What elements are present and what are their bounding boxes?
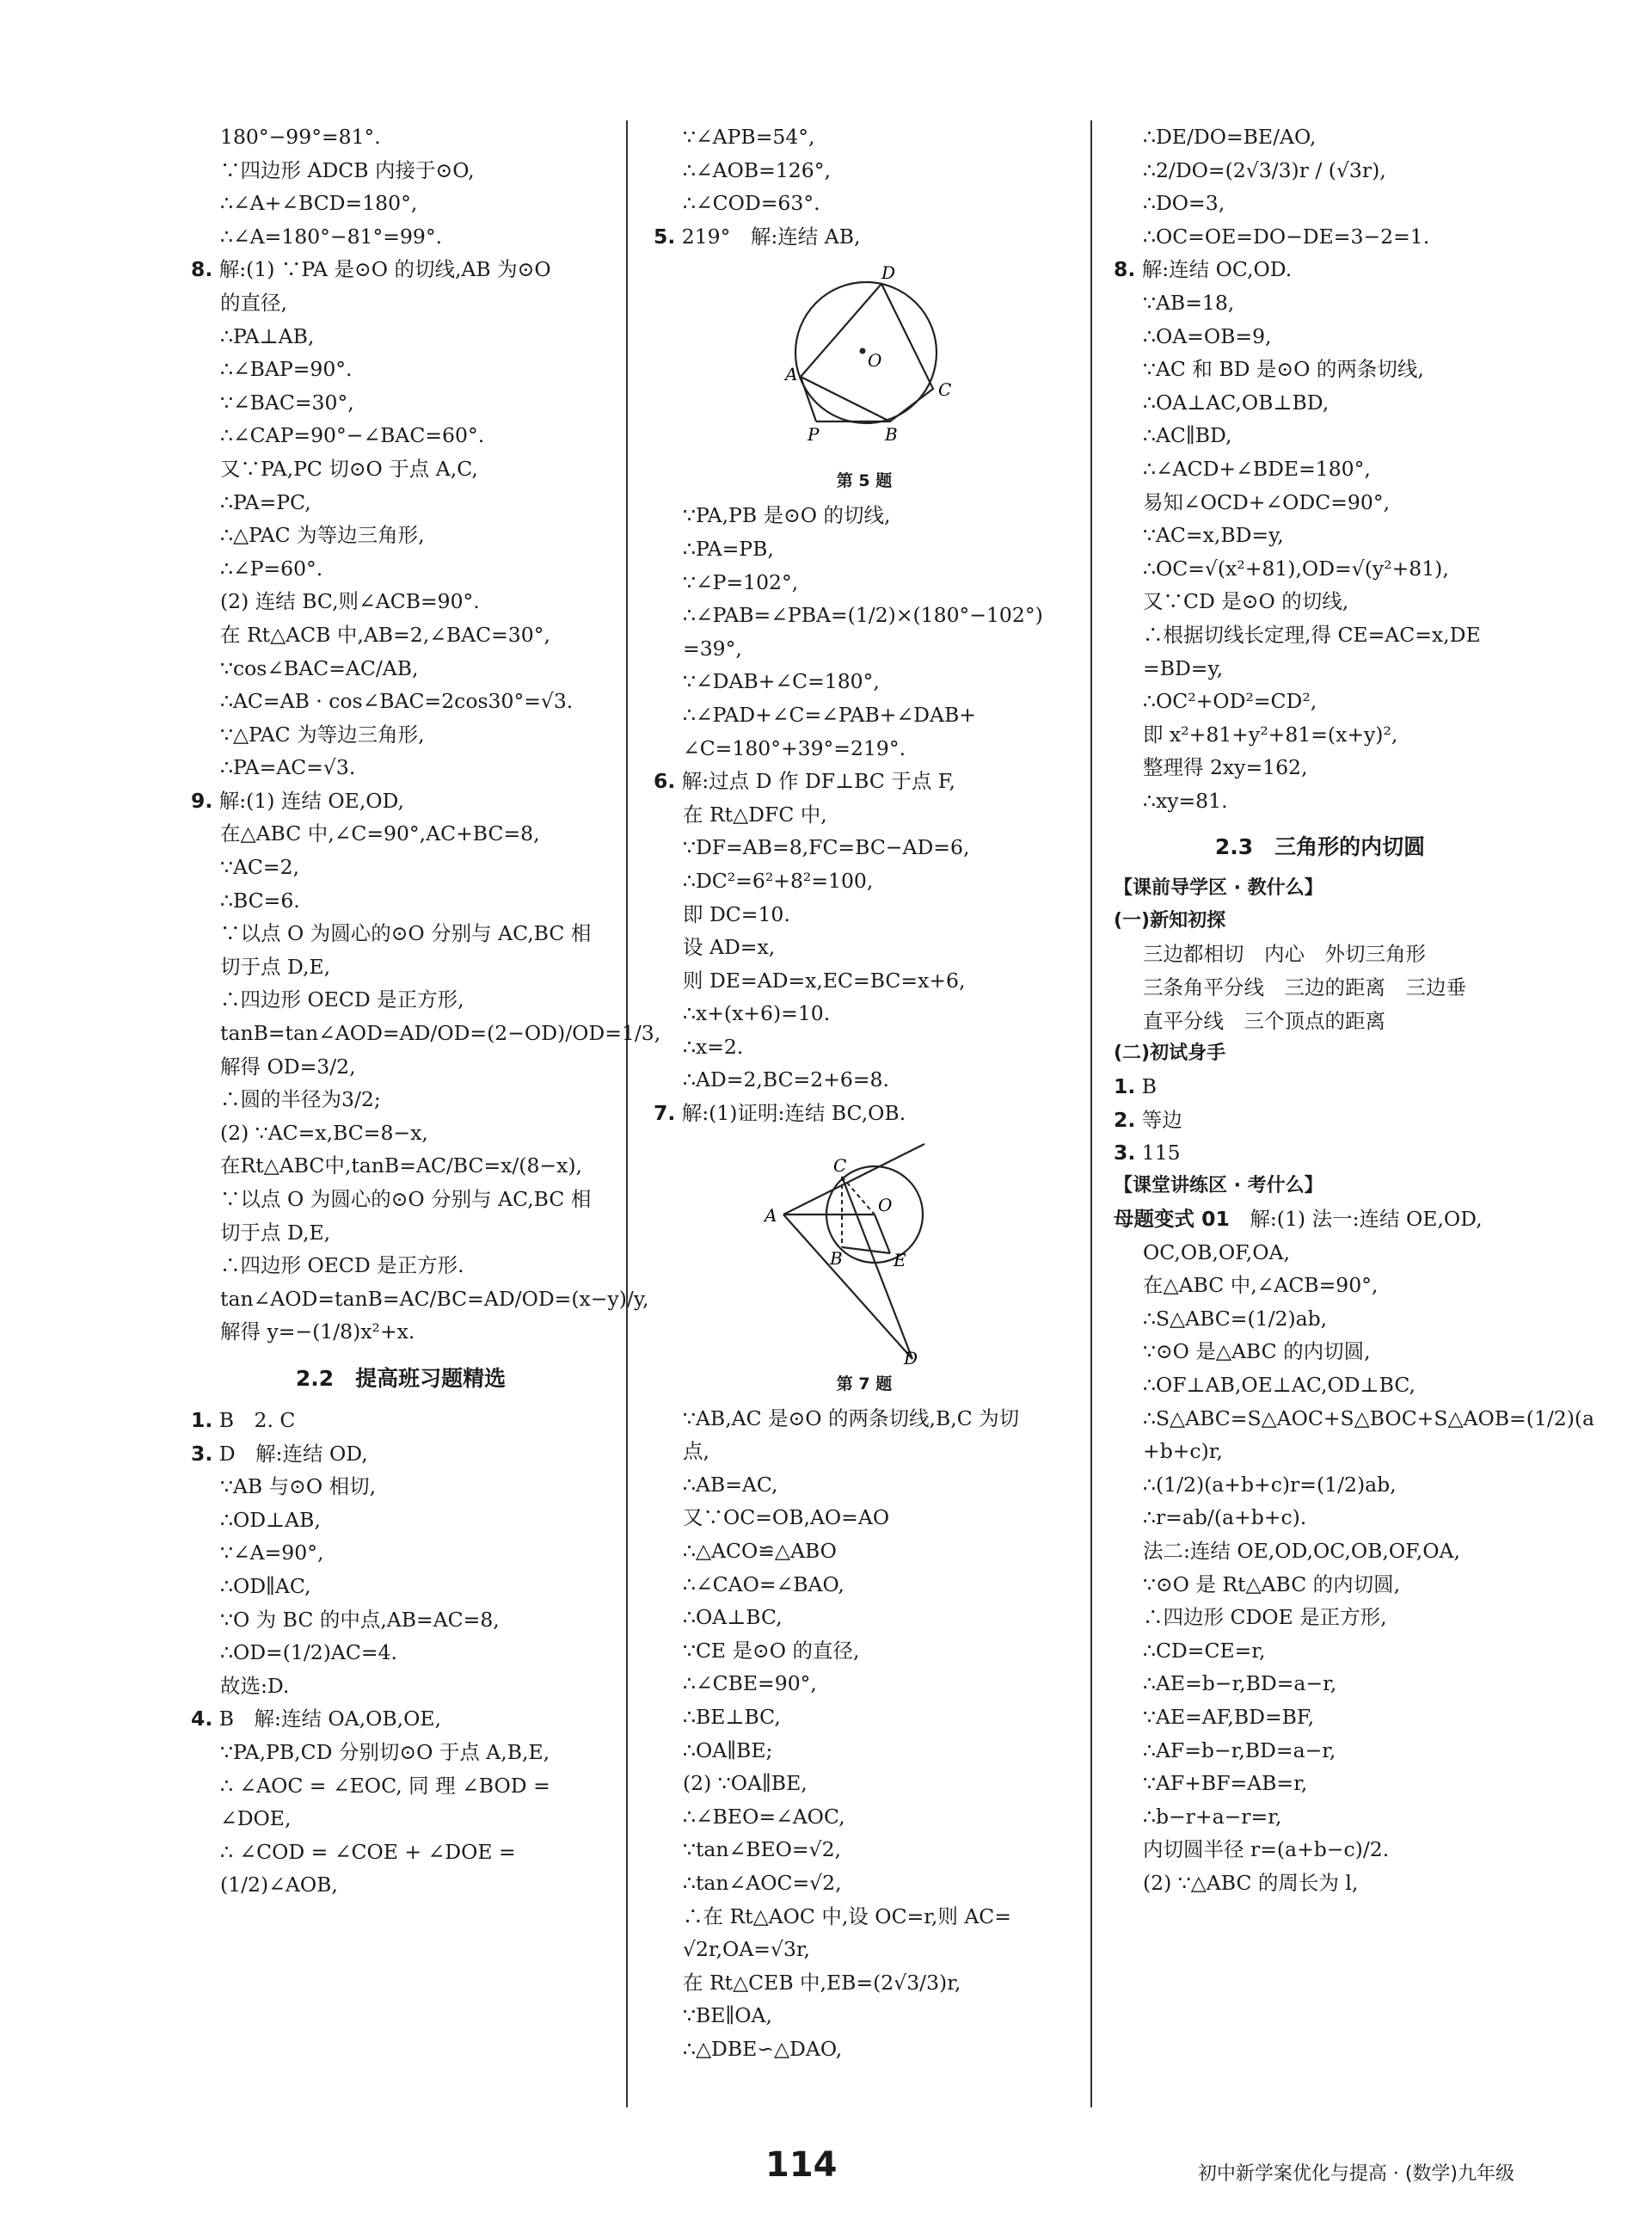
fig7-label-A: A: [765, 1204, 777, 1226]
problem-number: 8.: [191, 257, 213, 282]
text-line: ∵AC=2,: [220, 855, 300, 880]
text-line: ∴DE/DO=BE/AO,: [1143, 125, 1317, 149]
col2c-lines: [654, 1402, 1075, 2066]
header-preview-area: 【课前导学区 · 教什么】: [1114, 877, 1323, 900]
text-line: ∵∠DAB+∠C=180°,: [683, 669, 880, 694]
text-line: 在Rt△ABC中,tanB=AC/BC=x/(8−x),: [220, 1153, 583, 1178]
text-line: ∵AB,AC 是⊙O 的两条切线,B,C 为切: [683, 1405, 1020, 1430]
column-2: [654, 120, 1075, 2066]
text-line: ∴∠COD=63°.: [683, 191, 820, 216]
problem-number: 8.: [1114, 257, 1136, 282]
problem-number: 5.: [654, 224, 676, 249]
text-line: 在△ABC 中,∠C=90°,AC+BC=8,: [220, 821, 540, 846]
page-number: 114: [765, 2145, 838, 2185]
text-line: ∵tan∠BEO=√2,: [683, 1837, 842, 1862]
text-line: ∴OC=OE=DO−DE=3−2=1.: [1143, 224, 1430, 249]
text-line: ∴xy=81.: [1143, 788, 1228, 813]
text-line: 整理得 2xy=162,: [1143, 755, 1308, 780]
problem-number: 2.: [1114, 1107, 1136, 1132]
text-line: (2) ∵AC=x,BC=8−x,: [220, 1120, 428, 1145]
text-line: 三边都相切 内心 外切三角形: [1143, 942, 1426, 967]
problem-number: 6.: [654, 769, 676, 794]
text-line: 设 AD=x,: [683, 935, 776, 960]
text-line: 在△ABC 中,∠ACB=90°,: [1143, 1273, 1379, 1298]
text-line: ∵AE=AF,BD=BF,: [1143, 1704, 1315, 1729]
text-line: ∴∠BAP=90°.: [220, 357, 353, 382]
text-line: ∵cos∠BAC=AC/AB,: [220, 655, 419, 680]
text-line: 直平分线 三个顶点的距离: [1143, 1008, 1385, 1033]
text-line: =BD=y,: [1143, 655, 1224, 680]
text-line: ∴OD=(1/2)AC=4.: [220, 1640, 397, 1665]
problem-number: 7.: [654, 1101, 676, 1126]
text-line: 8. 解:(1) ∵PA 是⊙O 的切线,AB 为⊙O: [191, 257, 551, 282]
text-line: ∴PA=PC,: [220, 489, 311, 514]
text-line: 4. B 解:连结 OA,OB,OE,: [191, 1707, 442, 1731]
text-line: ∴(1/2)(a+b+c)r=(1/2)ab,: [1143, 1472, 1397, 1497]
text-line: ∴OA⊥BC,: [683, 1605, 783, 1630]
text-line: ∴OC=√(x²+81),OD=√(y²+81),: [1143, 556, 1449, 581]
text-line: tan∠AOD=tanB=AC/BC=AD/OD=(x−y)/y,: [220, 1286, 649, 1311]
problem-number: 3.: [1114, 1141, 1136, 1165]
text-line: ∴∠PAD+∠C=∠PAB+∠DAB+: [683, 702, 976, 727]
figure-5-diagram: [752, 258, 976, 464]
figure-7-diagram: [752, 1135, 976, 1368]
text-line: ∵△PAC 为等边三角形,: [220, 722, 425, 747]
text-line: ∵AC=x,BD=y,: [1143, 523, 1284, 548]
text-line: ∵DF=AB=8,FC=BC−AD=6,: [683, 835, 970, 860]
text-line: ∵∠A=90°,: [220, 1541, 324, 1565]
fig5-label-O: O: [868, 350, 882, 372]
text-line: ∴AE=b−r,BD=a−r,: [1143, 1671, 1337, 1696]
text-line: ∴∠CAP=90°−∠BAC=60°.: [220, 423, 485, 448]
fig5-label-P: P: [808, 424, 820, 446]
section-2-2-title: 2.2 提高班习题精选: [295, 1365, 507, 1391]
text-line: ∴OC²+OD²=CD²,: [1143, 689, 1317, 714]
text-line: ∵∠APB=54°,: [683, 125, 815, 149]
text-line: ∴x=2.: [683, 1034, 744, 1059]
text-line: ∴AD=2,BC=2+6=8.: [683, 1067, 889, 1092]
text-line: ∴OF⊥AB,OE⊥AC,OD⊥BC,: [1143, 1373, 1416, 1397]
column-3: [1114, 120, 1595, 1900]
text-line: ∵∠P=102°,: [683, 569, 799, 594]
text-line: 解得 y=−(1/8)x²+x.: [220, 1319, 415, 1344]
text-line: ∴OA⊥AC,OB⊥BD,: [1143, 390, 1330, 415]
text-line: ∴AC∥BD,: [1143, 423, 1232, 448]
figure-7: [654, 1135, 1075, 1397]
text-line: 易知∠OCD+∠ODC=90°,: [1143, 489, 1391, 514]
text-line: (2) ∵△ABC 的周长为 l,: [1143, 1870, 1359, 1895]
text-line: 的直径,: [220, 290, 287, 315]
header-classroom-area: 【课堂讲练区 · 考什么】: [1114, 1175, 1323, 1197]
col3d-lines: [1114, 1202, 1595, 1899]
text-line: 在 Rt△ACB 中,AB=2,∠BAC=30°,: [220, 622, 550, 647]
text-line: 9. 解:(1) 连结 OE,OD,: [191, 788, 405, 813]
text-line: ∴BE⊥BC,: [683, 1705, 781, 1729]
text-line: ∴∠CBE=90°,: [683, 1671, 817, 1696]
problem-number: 1.: [191, 1407, 213, 1432]
text-line: +b+c)r,: [1143, 1439, 1223, 1464]
text-line: 三条角平分线 三边的距离 三边垂: [1143, 975, 1466, 1000]
col3b-lines: [1114, 938, 1526, 1037]
text-line: ∴∠BEO=∠AOC,: [683, 1804, 845, 1829]
text-line: =39°,: [683, 636, 742, 661]
text-line: ∴PA=PB,: [683, 536, 774, 561]
text-line: 点,: [683, 1439, 709, 1464]
text-line: ∵AC 和 BD 是⊙O 的两条切线,: [1143, 357, 1424, 382]
header-new-knowledge: (一)新知初探: [1114, 910, 1226, 932]
section-2-3-title: 2.3 三角形的内切圆: [1214, 834, 1426, 860]
text-line: 3. D 解:连结 OD,: [191, 1441, 368, 1466]
text-line: 切于点 D,E,: [220, 1220, 331, 1245]
text-line: 又∵PA,PC 切⊙O 于点 A,C,: [220, 456, 478, 481]
text-line: ∵CE 是⊙O 的直径,: [683, 1638, 860, 1663]
text-line: ∴PA=AC=√3.: [220, 755, 356, 780]
fig5-label-D: D: [881, 262, 896, 284]
fig5-label-B: B: [885, 424, 898, 446]
text-line: ∴根据切线长定理,得 CE=AC=x,DE: [1143, 622, 1481, 647]
page-footer: 初中新学案优化与提高 · (数学)九年级: [1197, 2163, 1514, 2185]
text-line: 2. 等边: [1114, 1107, 1182, 1132]
problem-number: 4.: [191, 1707, 213, 1731]
text-line: 即 DC=10.: [683, 901, 790, 926]
text-line: 母题变式 01 解:(1) 法一:连结 OE,OD,: [1114, 1207, 1483, 1232]
text-line: 7. 解:(1)证明:连结 BC,OB.: [654, 1101, 906, 1126]
text-line: ∴∠ACD+∠BDE=180°,: [1143, 456, 1371, 481]
text-line: 即 x²+81+y²+81=(x+y)²,: [1143, 722, 1398, 747]
text-line: 又∵CD 是⊙O 的切线,: [1143, 589, 1349, 614]
text-line: ∵⊙O 是 Rt△ABC 的内切圆,: [1143, 1571, 1401, 1596]
col2a-lines: [654, 120, 1075, 253]
col3c-lines: [1114, 1070, 1526, 1170]
text-line: ∵AB=18,: [1143, 290, 1235, 315]
text-line: ∴四边形 OECD 是正方形,: [220, 987, 464, 1012]
text-line: 在 Rt△DFC 中,: [683, 802, 827, 827]
text-line: ∴S△ABC=(1/2)ab,: [1143, 1306, 1328, 1331]
fig7-label-B: B: [830, 1247, 843, 1269]
text-line: 切于点 D,E,: [220, 954, 331, 979]
text-line: ∴四边形 CDOE 是正方形,: [1143, 1605, 1387, 1630]
text-line: ∴∠P=60°.: [220, 556, 323, 581]
text-line: ∵PA,PB 是⊙O 的切线,: [683, 503, 891, 528]
text-line: ∴DC²=6²+8²=100,: [683, 868, 874, 893]
text-line: ∴CD=CE=r,: [1143, 1638, 1266, 1663]
text-line: ∴ ∠AOC = ∠EOC, 同 理 ∠BOD =: [220, 1773, 550, 1798]
text-line: (1/2)∠AOB,: [220, 1873, 338, 1897]
text-line: ∴AC=AB · cos∠BAC=2cos30°=√3.: [220, 689, 574, 714]
text-line: ∵四边形 ADCB 内接于⊙O,: [220, 157, 475, 182]
problem-number: 母题变式 01: [1114, 1207, 1230, 1232]
col3a-lines: [1114, 120, 1526, 817]
text-line: ∴圆的半径为3/2;: [220, 1087, 381, 1112]
text-line: ∴2/DO=(2√3/3)r / (√3r),: [1143, 157, 1386, 182]
column-divider-left: [626, 120, 628, 2107]
fig7-label-D: D: [904, 1347, 918, 1368]
text-line: ∴∠PAB=∠PBA=(1/2)×(180°−102°): [683, 603, 1043, 628]
text-line: 8. 解:连结 OC,OD.: [1114, 257, 1293, 282]
text-line: ∴∠AOB=126°,: [683, 157, 831, 182]
text-line: ∴OD∥AC,: [220, 1573, 311, 1598]
fig5-label-A: A: [785, 364, 798, 385]
text-line: √2r,OA=√3r,: [683, 1937, 811, 1962]
fig7-label-E: E: [894, 1249, 906, 1270]
text-line: ∴在 Rt△AOC 中,设 OC=r,则 AC=: [683, 1903, 1011, 1928]
text-line: ∵∠BAC=30°,: [220, 390, 354, 415]
text-line: ∵BE∥OA,: [683, 2003, 772, 2028]
text-line: ∠C=180°+39°=219°.: [683, 735, 906, 760]
problem-number: 3.: [191, 1441, 213, 1466]
text-line: 解得 OD=3/2,: [220, 1054, 356, 1079]
header-first-try: (二)初试身手: [1114, 1042, 1226, 1065]
text-line: 故选:D.: [220, 1673, 290, 1698]
text-line: 内切圆半径 r=(a+b−c)/2.: [1143, 1837, 1390, 1862]
text-line: ∵AF+BF=AB=r,: [1143, 1771, 1308, 1796]
text-line: ∴∠A+∠BCD=180°,: [220, 191, 418, 216]
column-1: [191, 120, 661, 1902]
text-line: ∴DO=3,: [1143, 191, 1225, 216]
text-line: ∴OA=OB=9,: [1143, 323, 1272, 348]
text-line: ∵以点 O 为圆心的⊙O 分别与 AC,BC 相: [220, 1187, 592, 1211]
text-line: ∵⊙O 是△ABC 的内切圆,: [1143, 1339, 1371, 1364]
text-line: 法二:连结 OE,OD,OC,OB,OF,OA,: [1143, 1538, 1460, 1563]
text-line: tanB=tan∠AOD=AD/OD=(2−OD)/OD=1/3,: [220, 1021, 661, 1046]
text-line: 180°−99°=81°.: [220, 125, 381, 149]
text-line: ∴BC=6.: [220, 888, 300, 913]
text-line: ∴∠CAO=∠BAO,: [683, 1571, 844, 1596]
figure-7-caption: 第 7 题: [836, 1374, 893, 1393]
text-line: ∴∠A=180°−81°=99°.: [220, 224, 443, 249]
text-line: 6. 解:过点 D 作 DF⊥BC 于点 F,: [654, 769, 955, 794]
text-line: (2) ∵OA∥BE,: [683, 1771, 808, 1796]
text-line: ∴△PAC 为等边三角形,: [220, 523, 425, 548]
col2b-lines: [654, 499, 1075, 1129]
text-line: ∵PA,PB,CD 分别切⊙O 于点 A,B,E,: [220, 1739, 550, 1764]
fig5-label-C: C: [938, 379, 952, 401]
fig7-label-C: C: [833, 1154, 847, 1176]
text-line: ∴r=ab/(a+b+c).: [1143, 1505, 1307, 1530]
text-line: ∴ ∠COD = ∠COE + ∠DOE =: [220, 1839, 516, 1864]
text-line: 在 Rt△CEB 中,EB=(2√3/3)r,: [683, 1970, 961, 1995]
text-line: ∴AF=b−r,BD=a−r,: [1143, 1737, 1336, 1762]
text-line: ∵以点 O 为圆心的⊙O 分别与 AC,BC 相: [220, 921, 592, 946]
text-line: ∴b−r+a−r=r,: [1143, 1804, 1282, 1829]
figure-5: [654, 258, 1075, 494]
text-line: ∴△ACO≌△ABO: [683, 1539, 837, 1564]
text-line: ∴x+(x+6)=10.: [683, 1001, 831, 1026]
text-line: ∴OD⊥AB,: [220, 1507, 321, 1532]
text-line: ∵O 为 BC 的中点,AB=AC=8,: [220, 1607, 500, 1632]
text-line: ∴△DBE∽△DAO,: [683, 2036, 843, 2061]
text-line: ∠DOE,: [220, 1806, 292, 1831]
figure-5-caption: 第 5 题: [836, 471, 893, 491]
text-line: ∵AB 与⊙O 相切,: [220, 1474, 377, 1499]
text-line: ∴四边形 OECD 是正方形.: [220, 1253, 464, 1278]
text-line: ∴S△ABC=S△AOC+S△BOC+S△AOB=(1/2)(a: [1143, 1405, 1595, 1430]
fig7-label-O: O: [878, 1194, 893, 1215]
text-line: 又∵OC=OB,AO=AO: [683, 1505, 890, 1530]
col1b-lines: [191, 1404, 611, 1902]
text-line: 则 DE=AD=x,EC=BC=x+6,: [683, 968, 966, 993]
text-line: 5. 219° 解:连结 AB,: [654, 224, 861, 249]
text-line: ∴OA∥BE;: [683, 1737, 773, 1762]
text-line: 1. B 2. C: [191, 1407, 296, 1432]
problem-number: 9.: [191, 788, 213, 813]
problem-number: 1.: [1114, 1074, 1136, 1099]
text-line: ∴PA⊥AB,: [220, 323, 315, 348]
text-line: 3. 115: [1114, 1141, 1181, 1165]
text-line: OC,OB,OF,OA,: [1143, 1239, 1290, 1264]
text-line: ∴AB=AC,: [683, 1472, 778, 1497]
text-line: (2) 连结 BC,则∠ACB=90°.: [220, 589, 480, 614]
col1-lines: [191, 120, 661, 1349]
column-divider-right: [1090, 120, 1092, 2107]
text-line: 1. B: [1114, 1074, 1158, 1099]
text-line: ∴tan∠AOC=√2,: [683, 1870, 842, 1895]
